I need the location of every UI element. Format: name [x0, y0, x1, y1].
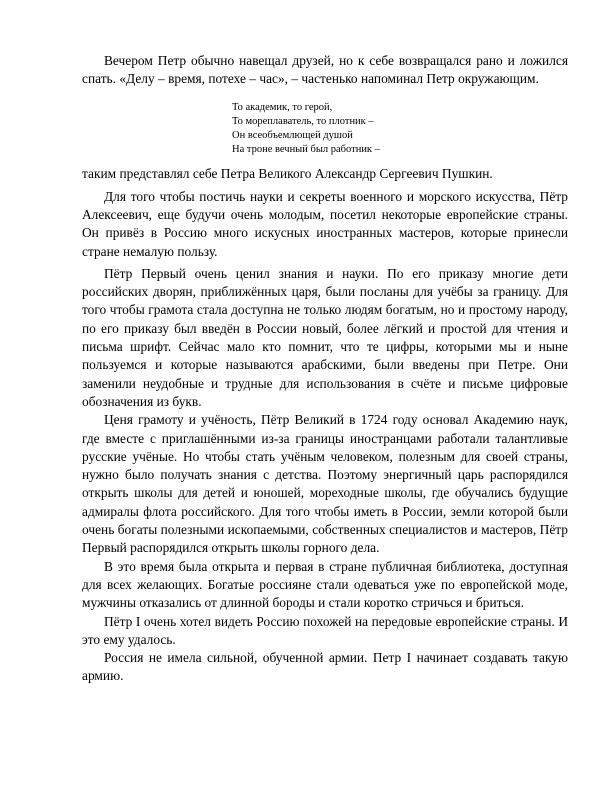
paragraph-europe: Пётр I очень хотел видеть Россию похожей на передовые европейские страны. И это ему удалось. — [82, 613, 568, 647]
paragraph-intro: Вечером Петр обычно навещал друзей, но к себе возвращался рано и ложился спать. «Делу – время, потехе – час», – частенько напоминал Петр окружающим. — [82, 53, 568, 87]
paragraph-academy: Ценя грамоту и учёность, Пётр Великий в 1724 году основал Академию наук, где вместе с приглашёнными из-за границы иностранцами работали талантливые русские учёные. Но чтобы стать учёным человеком, полезным для своей страны, нужно было получать знания с детства. Поэтому энергичный царь распорядился открыть школы для детей и юношей, мореходные школы, где обучались будущие адмиралы флота российского. Для того чтобы иметь в России, земли которой были очень богаты полезными ископаемыми, собственных специалистов и мастеров, Пётр Первый распорядился открыть школы горного дела. — [82, 412, 568, 556]
poem-line: На троне вечный был работник – — [232, 144, 380, 156]
poem-line: То мореплаватель, то плотник – — [232, 115, 374, 127]
document-page — [82, 52, 568, 686]
paragraph-library: В это время была открыта и первая в стране публичная библиотека, доступная для всех желающих. Богатые россияне стали одеваться уже по европейской моде, мужчины отказались от длинной бороды и стали коротко стричься и бриться. — [82, 558, 568, 611]
paragraph-travels: Для того чтобы постичь науки и секреты военного и морского искусства, Пётр Алексеевич, еще будучи очень молодым, посетил некоторые европейские страны. Он привёз в Россию много искусных иностранных мастеров, которые принесли стране немалую пользу. — [82, 188, 568, 259]
poem-line: Он всеобъемлющей душой — [232, 130, 353, 141]
paragraph-poem-attribution: таким представлял себе Петра Великого Александр Сергеевич Пушкин. — [82, 166, 493, 182]
paragraph-education: Пётр Первый очень ценил знания и науки. По его приказу многие дети российских дворян, приближённых царя, были посланы для учёбы за границу. Для того чтобы грамота стала доступна не только людям богатым, но и простому народу, по его приказу был введён в России новый, более лёгкий и простой для чтения и письма шрифт. Сейчас мало кто помнит, что те цифры, которыми мы и ныне пользуемся и которые называются арабскими, были введены при Петре. Они заменили неудобные и трудные для использования в счёте и письме цифровые обозначения из букв. — [82, 265, 568, 409]
paragraph-army: Россия не имела сильной, обученной армии. Петр I начинает создавать такую армию. — [82, 650, 568, 684]
poem-line: То академик, то герой, — [232, 101, 333, 113]
poem-quote — [232, 101, 568, 158]
